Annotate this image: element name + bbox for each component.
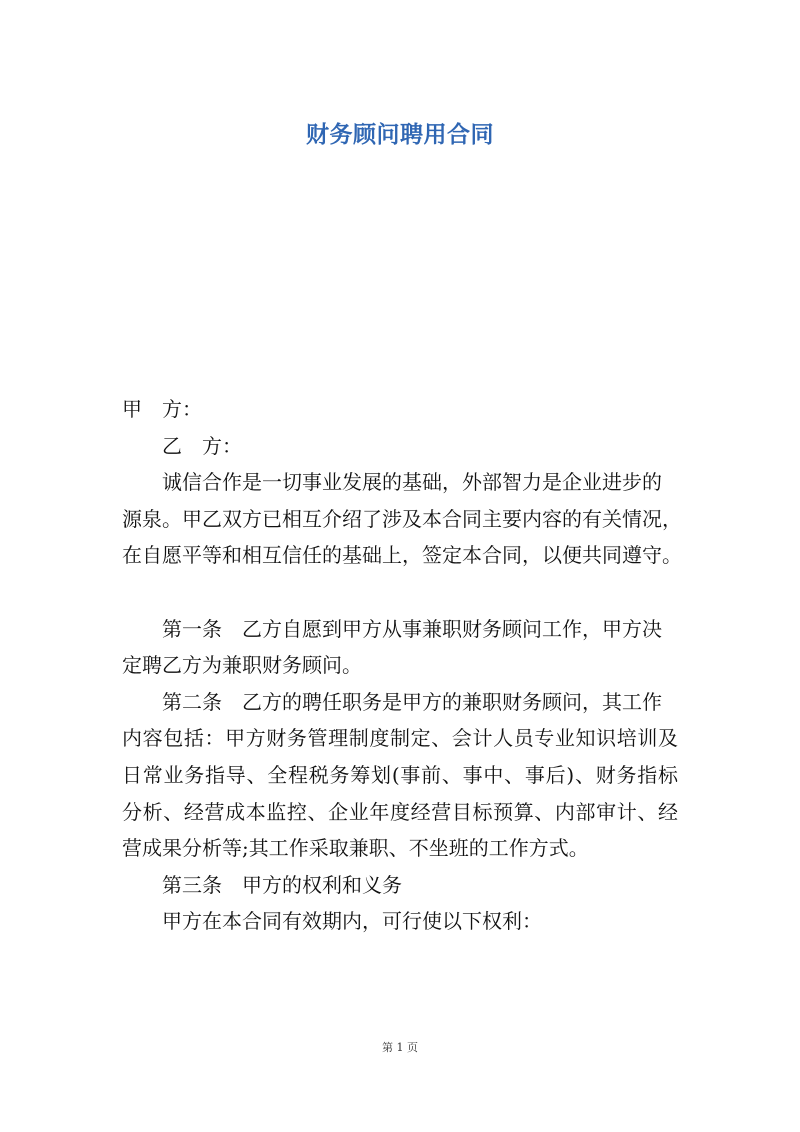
party-a-line: 甲 方：	[122, 397, 202, 421]
article-2-line-3: 日常业务指导、全程税务筹划(事前、事中、事后)、财务指标	[122, 762, 678, 787]
article-1-line-1: 第一条 乙方自愿到甲方从事兼职财务顾问工作，甲方决	[162, 616, 662, 641]
document-title: 财务顾问聘用合同	[306, 122, 494, 148]
article-3-line-1: 甲方在本合同有效期内，可行使以下权利：	[162, 909, 542, 934]
article-2-line-2: 内容包括：甲方财务管理制度制定、会计人员专业知识培训及	[122, 726, 678, 751]
article-2-line-5: 营成果分析等;其工作采取兼职、不坐班的工作方式。	[122, 836, 589, 861]
paragraph-gap	[122, 574, 678, 611]
article-1-line-2: 定聘乙方为兼职财务顾问。	[122, 653, 362, 678]
party-b-line: 乙 方：	[162, 433, 242, 458]
article-3-heading: 第三条 甲方的权利和义务	[162, 872, 402, 897]
intro-line-3: 在自愿平等和相互信任的基础上，签定本合同，以便共同遵守。	[122, 543, 682, 568]
article-2-line-1: 第二条 乙方的聘任职务是甲方的兼职财务顾问，其工作	[162, 689, 662, 714]
article-2-line-4: 分析、经营成本监控、企业年度经营目标预算、内部审计、经	[122, 799, 678, 824]
contract-body	[122, 391, 682, 940]
intro-line-2: 源泉。甲乙双方已相互介绍了涉及本合同主要内容的有关情况，	[122, 506, 682, 531]
page-number: 第 1 页	[382, 1041, 418, 1054]
intro-line-1: 诚信合作是一切事业发展的基础，外部智力是企业进步的	[162, 470, 662, 495]
